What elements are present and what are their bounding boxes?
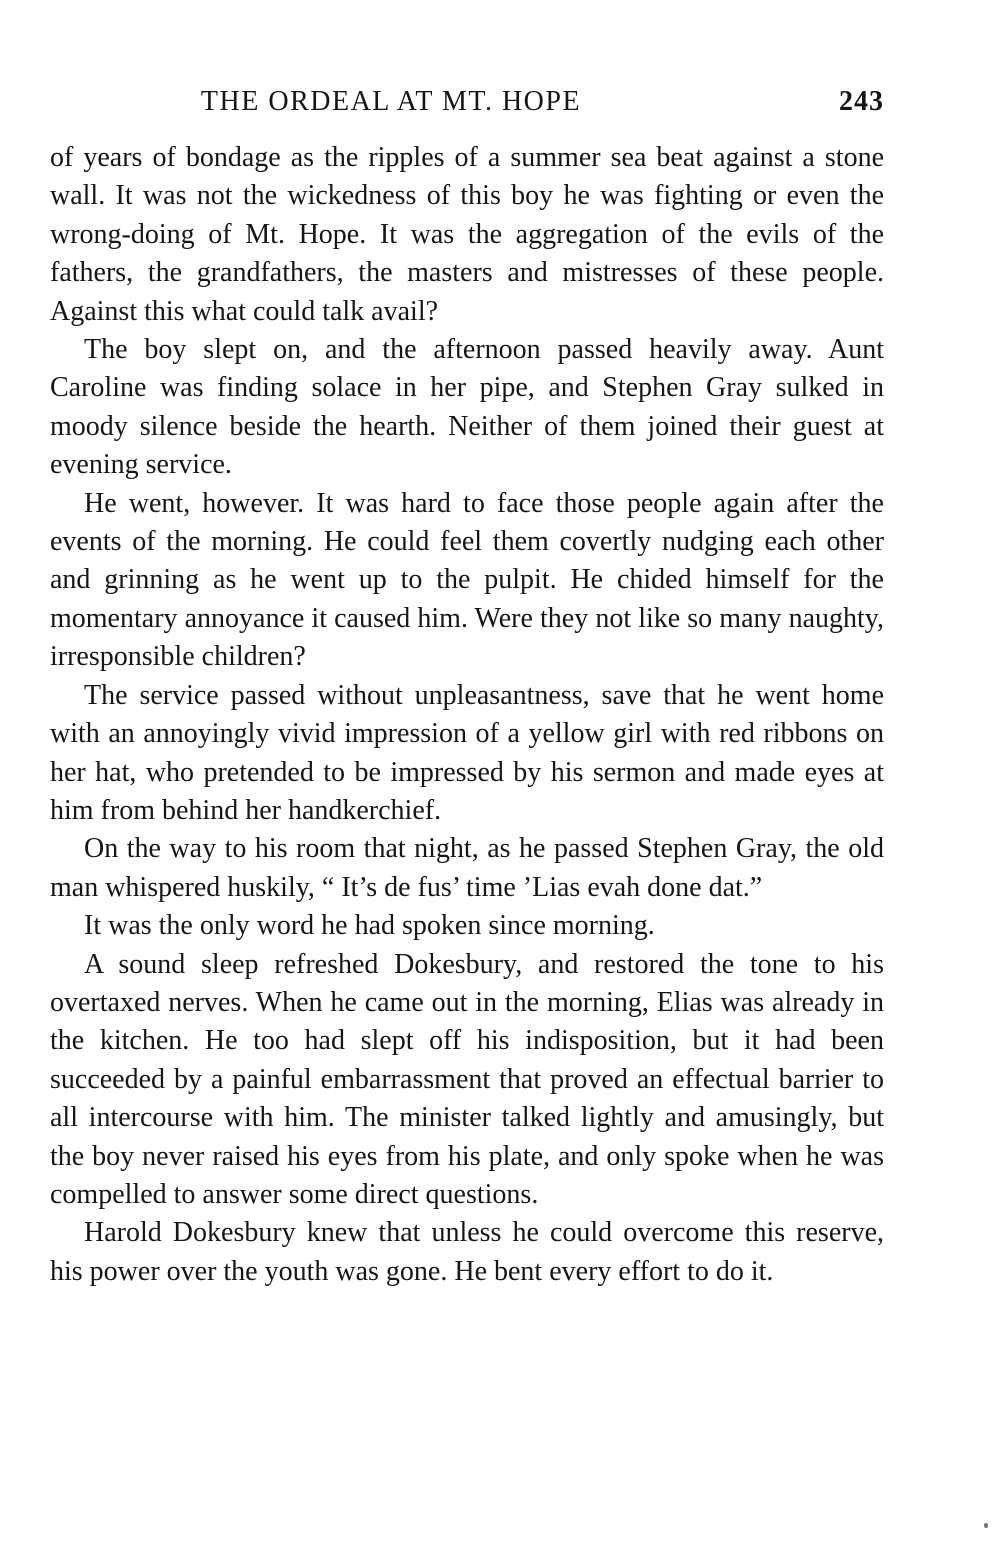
paragraph: The boy slept on, and the afternoon passed heavily away. Aunt Caroline was finding solace in her pipe, and Stephen Gray sulked in moody silence beside the hearth. Neither of them joined their guest at evening service.: [50, 334, 884, 481]
paragraph: A sound sleep refreshed Dokesbury, and restored the tone to his overtaxed nerves. When he came out in the morning, Elias was already in the kitchen. He too had slept off his indisposition, but it had been succeeded by a painful embarrassment that proved an effectual barrier to all intercourse with him. The minister talked lightly and amusingly, but the boy never raised his eyes from his plate, and only spoke when he was compelled to answer some direct questions.: [50, 948, 884, 1210]
page-number: 243: [839, 86, 884, 117]
scan-speck: [984, 1523, 988, 1528]
paragraph: Harold Dokesbury knew that unless he could overcome this reserve, his power over the youth was gone. He bent every effort to do it.: [50, 1217, 884, 1287]
paragraph: It was the only word he had spoken since morning.: [84, 910, 655, 942]
body-text: [50, 139, 884, 1291]
paragraph: The service passed without unpleasantness, save that he went home with an annoyingly vivid impression of a yellow girl with red ribbons on her hat, who pretended to be impressed by his sermon and made eyes at him from behind her handkerchief.: [50, 679, 884, 826]
chapter-title: THE ORDEAL AT MT. HOPE: [200, 86, 582, 117]
paragraph: He went, however. It was hard to face those people again after the events of the morning. He could feel them covertly nudging each other and grinning as he went up to the pulpit. He chided himself for the momentary annoyance it caused him. Were they not like so many naughty, irresponsible children?: [50, 487, 884, 673]
paragraph: On the way to his room that night, as he passed Stephen Gray, the old man whispered huskily, “ It’s de fus’ time ’Lias evah done dat.”: [50, 833, 884, 903]
running-head: [50, 82, 884, 122]
paragraph-continued: of years of bondage as the ripples of a summer sea beat against a stone wall. It was not the wickedness of this boy he was fighting or even the wrong-doing of Mt. Hope. It was the aggregation of the evils of the fathers, the grandfathers, the masters and mistresses of these people. Against this what could talk avail?: [50, 142, 884, 327]
